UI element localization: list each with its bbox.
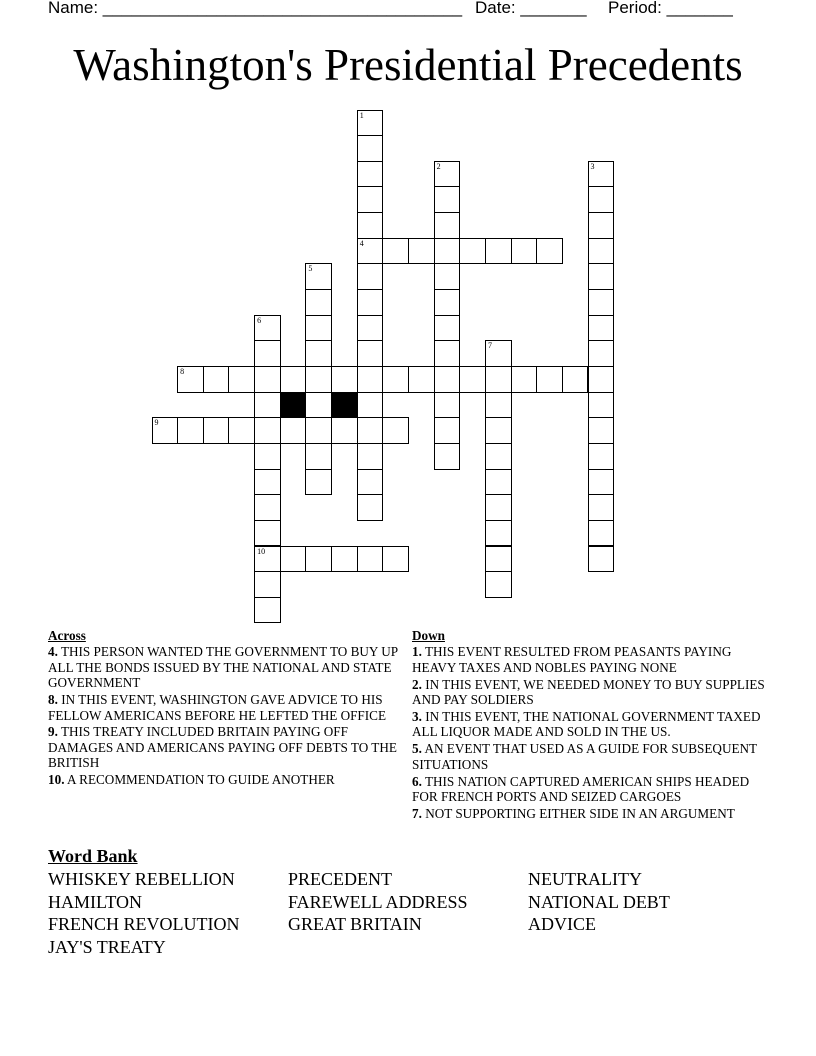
crossword-cell[interactable] — [588, 469, 615, 496]
crossword-cell[interactable] — [357, 417, 384, 444]
clue-text: NOT SUPPORTING EITHER SIDE IN AN ARGUMENT — [421, 805, 735, 821]
crossword-cell[interactable] — [382, 238, 409, 265]
across-clue — [48, 724, 398, 770]
clue-text: THIS PERSON WANTED THE GOVERNMENT TO BUY UP ALL THE BONDS ISSUED BY THE NATIONAL AND STATE GOVERNMENT — [48, 644, 398, 691]
word-bank-entry: FRENCH REVOLUTION — [48, 914, 240, 935]
crossword-cell[interactable] — [254, 546, 281, 573]
crossword-cell[interactable] — [434, 238, 461, 265]
crossword-cell[interactable] — [434, 315, 461, 342]
crossword-cell[interactable] — [254, 366, 281, 393]
crossword-cell[interactable] — [357, 443, 384, 470]
crossword-cell[interactable] — [434, 443, 461, 470]
word-bank-entry: ADVICE — [528, 914, 596, 935]
crossword-cell[interactable] — [588, 340, 615, 367]
clue-text: A RECOMMENDATION TO GUIDE ANOTHER — [64, 772, 335, 788]
crossword-cell[interactable] — [485, 546, 512, 573]
clue-number-label: 3. — [412, 709, 422, 725]
crossword-cell[interactable] — [382, 366, 409, 393]
clue-number: 7 — [487, 341, 492, 351]
crossword-cell[interactable] — [485, 494, 512, 521]
clue-number-label: 5. — [412, 741, 422, 757]
clue-number: 5 — [308, 264, 313, 274]
down-clue — [412, 741, 772, 772]
crossword-cell[interactable] — [357, 110, 384, 137]
crossword-cell[interactable] — [280, 366, 307, 393]
crossword-cell[interactable] — [536, 238, 563, 265]
crossword-cell[interactable] — [588, 212, 615, 239]
blocked-cell — [331, 392, 358, 419]
crossword-cell[interactable] — [357, 161, 384, 188]
crossword-cell[interactable] — [254, 315, 281, 342]
crossword-cell[interactable] — [434, 366, 461, 393]
across-clues — [48, 628, 398, 789]
clue-text: THIS NATION CAPTURED AMERICAN SHIPS HEADED FOR FRENCH PORTS AND SEIZED CARGOES — [412, 773, 750, 805]
crossword-cell[interactable] — [305, 263, 332, 290]
name-field[interactable]: Name: ______________________________________ — [48, 0, 463, 17]
crossword-cell[interactable] — [434, 186, 461, 213]
down-clue — [412, 709, 772, 740]
crossword-cell[interactable] — [485, 520, 512, 547]
crossword-cell[interactable] — [434, 417, 461, 444]
clue-number-label: 4. — [48, 644, 58, 660]
crossword-cell[interactable] — [305, 315, 332, 342]
crossword-cell[interactable] — [408, 366, 435, 393]
clue-text: THIS TREATY INCLUDED BRITAIN PAYING OFF DAMAGES AND AMERICANS PAYING OFF DEBTS TO THE BRITISH — [48, 724, 397, 771]
crossword-cell[interactable] — [408, 238, 435, 265]
crossword-cell[interactable] — [228, 366, 255, 393]
crossword-cell[interactable] — [357, 546, 384, 573]
crossword-cell[interactable] — [485, 469, 512, 496]
crossword-cell[interactable] — [357, 135, 384, 162]
crossword-cell[interactable] — [511, 238, 538, 265]
page-title: Washington's Presidential Precedents — [73, 40, 743, 90]
date-field[interactable]: Date: _______ — [475, 0, 587, 17]
crossword-cell[interactable] — [280, 417, 307, 444]
down-clue — [412, 774, 772, 805]
clue-number: 3 — [590, 161, 595, 171]
crossword-cell[interactable] — [357, 263, 384, 290]
word-bank-entry: HAMILTON — [48, 891, 143, 912]
crossword-cell[interactable] — [357, 494, 384, 521]
crossword-cell[interactable] — [434, 289, 461, 316]
crossword-cell[interactable] — [485, 366, 512, 393]
crossword-cell[interactable] — [357, 315, 384, 342]
crossword-cell[interactable] — [254, 571, 281, 598]
crossword-cell[interactable] — [434, 161, 461, 188]
crossword-cell[interactable] — [254, 520, 281, 547]
crossword-cell[interactable] — [305, 546, 332, 573]
crossword-cell[interactable] — [177, 417, 204, 444]
crossword-cell[interactable] — [177, 366, 204, 393]
crossword-cell[interactable] — [485, 571, 512, 598]
crossword-cell[interactable] — [588, 494, 615, 521]
crossword-cell[interactable] — [357, 392, 384, 419]
clue-number: 2 — [436, 161, 441, 171]
word-bank-entry: PRECEDENT — [288, 869, 393, 889]
crossword-cell[interactable] — [588, 186, 615, 213]
crossword-cell[interactable] — [562, 366, 589, 393]
student-info-header — [48, 0, 768, 20]
crossword-cell[interactable] — [434, 263, 461, 290]
crossword-cell[interactable] — [305, 366, 332, 393]
clue-number-label: 9. — [48, 724, 58, 740]
clue-number-label: 7. — [412, 805, 422, 821]
crossword-cell[interactable] — [485, 340, 512, 367]
crossword-cell[interactable] — [459, 238, 486, 265]
clue-number: 8 — [180, 367, 185, 376]
crossword-cell[interactable] — [485, 417, 512, 444]
crossword-cell[interactable] — [254, 597, 281, 624]
clue-text: THIS EVENT RESULTED FROM PEASANTS PAYING HEAVY TAXES AND NOBLES PAYING NONE — [412, 644, 732, 675]
crossword-cell[interactable] — [434, 212, 461, 239]
clue-number: 1 — [359, 110, 364, 120]
crossword-cell[interactable] — [588, 520, 615, 547]
crossword-cell[interactable] — [357, 469, 384, 496]
clue-number-label: 8. — [48, 692, 58, 708]
crossword-cell[interactable] — [588, 443, 615, 470]
crossword-cell[interactable] — [254, 392, 281, 419]
period-field[interactable]: Period: _______ — [608, 0, 733, 17]
clue-number-label: 2. — [412, 676, 422, 692]
down-clue — [412, 677, 772, 708]
clue-number: 4 — [359, 238, 364, 248]
word-bank-entry: NATIONAL DEBT — [528, 891, 670, 912]
crossword-cell[interactable] — [459, 366, 486, 393]
crossword-cell[interactable] — [485, 443, 512, 470]
clue-text: IN THIS EVENT, WASHINGTON GAVE ADVICE TO HIS FELLOW AMERICANS BEFORE HE LEFTED THE OFFICE — [48, 692, 387, 723]
crossword-cell[interactable] — [588, 315, 615, 342]
word-bank-entry: GREAT BRITAIN — [288, 914, 422, 935]
crossword-cell[interactable] — [228, 417, 255, 444]
down-clue — [412, 644, 772, 675]
crossword-cell[interactable] — [382, 417, 409, 444]
crossword-cell[interactable] — [588, 289, 615, 316]
crossword-cell[interactable] — [357, 238, 384, 265]
crossword-cell[interactable] — [357, 366, 384, 393]
crossword-cell[interactable] — [305, 443, 332, 470]
clue-number-label: 6. — [412, 773, 422, 789]
crossword-cell[interactable] — [305, 469, 332, 496]
crossword-cell[interactable] — [357, 289, 384, 316]
clue-text: IN THIS EVENT, THE NATIONAL GOVERNMENT TAXED ALL LIQUOR MADE AND SOLD IN THE US. — [412, 709, 761, 740]
blocked-cell — [280, 392, 307, 419]
crossword-cell[interactable] — [588, 161, 615, 188]
word-bank-entry: WHISKEY REBELLION — [48, 869, 235, 889]
word-bank-heading: Word Bank — [48, 846, 138, 866]
clue-number-label: 1. — [412, 644, 422, 660]
across-clue — [48, 644, 398, 690]
clue-text: AN EVENT THAT USED AS A GUIDE FOR SUBSEQUENT SITUATIONS — [412, 741, 757, 772]
crossword-cell[interactable] — [357, 186, 384, 213]
crossword-cell[interactable] — [588, 366, 615, 393]
crossword-cell[interactable] — [588, 417, 615, 444]
crossword-cell[interactable] — [357, 340, 384, 367]
crossword-cell[interactable] — [588, 263, 615, 290]
word-bank-entry: FAREWELL ADDRESS — [288, 891, 468, 912]
crossword-cell[interactable] — [280, 546, 307, 573]
crossword-cell[interactable] — [536, 366, 563, 393]
crossword-cell[interactable] — [331, 366, 358, 393]
crossword-cell[interactable] — [254, 494, 281, 521]
crossword-cell[interactable] — [511, 366, 538, 393]
crossword-cell[interactable] — [254, 469, 281, 496]
crossword-cell[interactable] — [305, 392, 332, 419]
crossword-cell[interactable] — [434, 392, 461, 419]
clue-number: 9 — [154, 418, 159, 428]
crossword-cell[interactable] — [485, 238, 512, 265]
clue-number: 10 — [257, 546, 266, 556]
across-clue — [48, 692, 398, 723]
down-clues — [412, 628, 772, 823]
crossword-cell[interactable] — [305, 340, 332, 367]
down-heading: Down — [412, 628, 445, 643]
crossword-cell[interactable] — [203, 417, 230, 444]
crossword-cell[interactable] — [331, 417, 358, 444]
crossword-cell[interactable] — [588, 238, 615, 265]
clue-text: IN THIS EVENT, WE NEEDED MONEY TO BUY SUPPLIES AND PAY SOLDIERS — [412, 676, 765, 708]
across-clue — [48, 772, 398, 787]
crossword-cell[interactable] — [588, 392, 615, 419]
crossword-cell[interactable] — [588, 546, 615, 573]
crossword-cell[interactable] — [254, 340, 281, 367]
crossword-cell[interactable] — [485, 392, 512, 419]
crossword-cell[interactable] — [152, 417, 179, 444]
crossword-cell[interactable] — [357, 212, 384, 239]
across-heading: Across — [48, 628, 86, 643]
crossword-cell[interactable] — [331, 546, 358, 573]
down-clue — [412, 806, 772, 821]
word-bank-entry: JAY'S TREATY — [48, 936, 166, 957]
crossword-cell[interactable] — [203, 366, 230, 393]
crossword-cell[interactable] — [434, 340, 461, 367]
word-bank — [48, 844, 768, 958]
crossword-cell[interactable] — [305, 417, 332, 444]
crossword-cell[interactable] — [382, 546, 409, 573]
crossword-cell[interactable] — [254, 443, 281, 470]
crossword-cell[interactable] — [254, 417, 281, 444]
word-bank-entry: NEUTRALITY — [528, 869, 642, 889]
clue-number: 6 — [257, 315, 262, 325]
clue-number-label: 10. — [48, 772, 65, 788]
crossword-cell[interactable] — [305, 289, 332, 316]
